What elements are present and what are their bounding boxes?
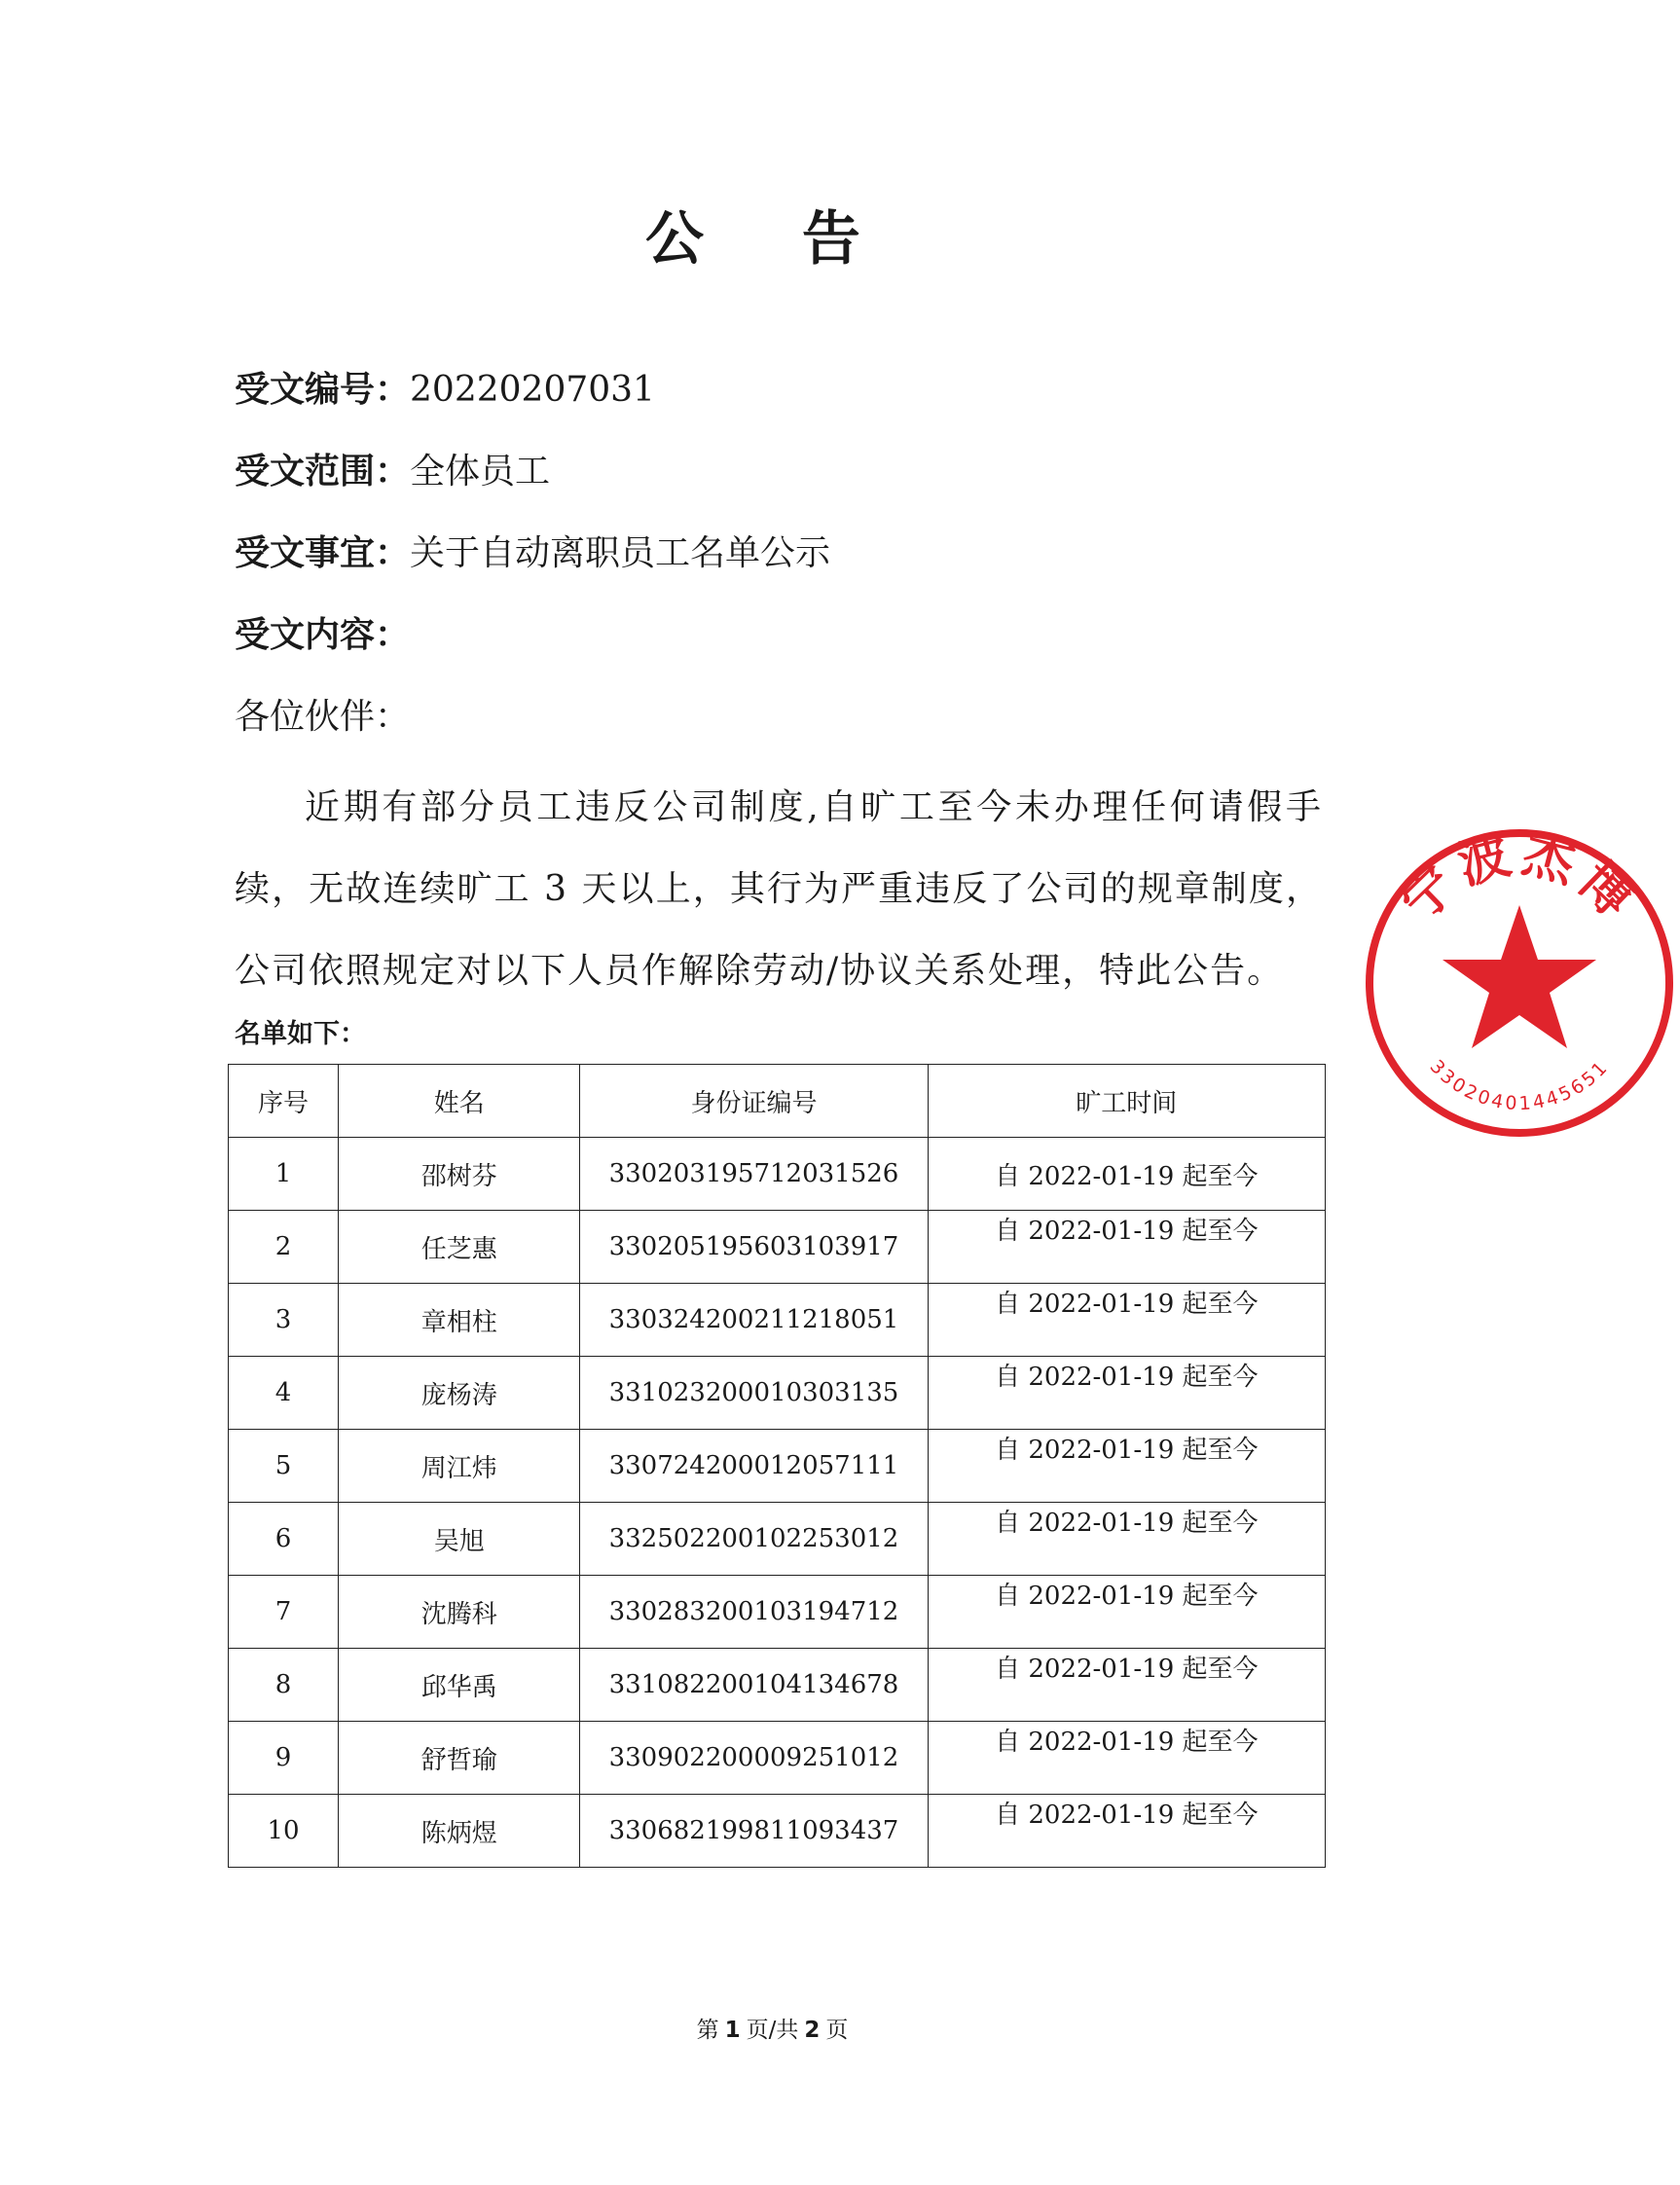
cell-index: 8	[229, 1649, 339, 1722]
company-seal	[1359, 822, 1680, 1144]
cell-name: 章相柱	[339, 1284, 580, 1357]
meta-label: 受文事宜：	[235, 533, 411, 573]
cell-name: 邵树芬	[339, 1138, 580, 1211]
seal-number-text: 33020401445651	[1425, 1055, 1614, 1115]
table-row	[229, 1649, 1326, 1722]
meta-value: 关于自动离职员工名单公示	[410, 533, 831, 573]
greeting: 各位伙伴：	[235, 697, 411, 737]
meta-value: 全体员工	[410, 452, 551, 492]
cell-index: 7	[229, 1576, 339, 1649]
footer-page: 1	[724, 2018, 741, 2043]
cell-index: 10	[229, 1795, 339, 1868]
cell-name: 沈腾科	[339, 1576, 580, 1649]
meta-label: 受文编号：	[235, 370, 411, 410]
table-row	[229, 1138, 1326, 1211]
cell-index: 2	[229, 1211, 339, 1284]
table-row	[229, 1284, 1326, 1357]
table-row	[229, 1430, 1326, 1503]
cell-id-number: 331023200010303135	[580, 1357, 928, 1430]
table-row	[229, 1357, 1326, 1430]
meta-label: 受文内容：	[235, 615, 411, 655]
meta-subject	[235, 530, 830, 577]
cell-name: 庞杨涛	[339, 1357, 580, 1430]
cell-id-number: 332502200102253012	[580, 1503, 928, 1576]
table-row	[229, 1795, 1326, 1868]
cell-name: 吴旭	[339, 1503, 580, 1576]
cell-name: 周江炜	[339, 1430, 580, 1503]
table-row	[229, 1503, 1326, 1576]
cell-absence-time: 自 2022-01-19 起至今	[928, 1357, 1325, 1430]
footer-prefix: 第	[696, 2018, 719, 2043]
list-heading: 名单如下：	[235, 1019, 366, 1049]
table-header-row	[229, 1065, 1326, 1138]
table-row	[229, 1722, 1326, 1795]
cell-absence-time: 自 2022-01-19 起至今	[928, 1722, 1325, 1795]
meta-doc-number	[235, 367, 655, 414]
cell-name: 陈炳煜	[339, 1795, 580, 1868]
cell-index: 9	[229, 1722, 339, 1795]
cell-index: 4	[229, 1357, 339, 1430]
cell-index: 5	[229, 1430, 339, 1503]
cell-index: 1	[229, 1138, 339, 1211]
meta-content	[235, 612, 410, 659]
header-index: 序号	[229, 1065, 339, 1138]
seal-name-text: 宁波杰博	[1390, 824, 1649, 933]
cell-index: 3	[229, 1284, 339, 1357]
cell-index: 6	[229, 1503, 339, 1576]
page-footer	[0, 2012, 1545, 2044]
table-row	[229, 1576, 1326, 1649]
footer-total: 2	[804, 2018, 821, 2043]
cell-id-number: 330324200211218051	[580, 1284, 928, 1357]
roster-table	[228, 1064, 1326, 1868]
seal-star	[1443, 905, 1596, 1048]
header-absence-time: 旷工时间	[928, 1065, 1325, 1138]
cell-absence-time: 自 2022-01-19 起至今	[928, 1503, 1325, 1576]
cell-id-number: 331082200104134678	[580, 1649, 928, 1722]
body-paragraph: 近期有部分员工违反公司制度,自旷工至今未办理任何请假手续，无故连续旷工 3 天以上，其行为严重违反了公司的规章制度，公司依照规定对以下人员作解除劳动/协议关系处理，特此公告。	[235, 787, 1323, 991]
header-id-number: 身份证编号	[580, 1065, 928, 1138]
table-row	[229, 1211, 1326, 1284]
cell-absence-time: 自 2022-01-19 起至今	[928, 1576, 1325, 1649]
cell-id-number: 330724200012057111	[580, 1430, 928, 1503]
cell-absence-time: 自 2022-01-19 起至今	[928, 1649, 1325, 1722]
cell-id-number: 330283200103194712	[580, 1576, 928, 1649]
footer-suffix: 页	[825, 2018, 849, 2043]
cell-absence-time: 自 2022-01-19 起至今	[928, 1211, 1325, 1284]
cell-absence-time: 自 2022-01-19 起至今	[928, 1430, 1325, 1503]
cell-id-number: 330205195603103917	[580, 1211, 928, 1284]
cell-id-number: 330902200009251012	[580, 1722, 928, 1795]
cell-id-number: 330203195712031526	[580, 1138, 928, 1211]
document-title: 公 告	[645, 205, 899, 273]
meta-value: 20220207031	[410, 370, 655, 410]
cell-absence-time: 自 2022-01-19 起至今	[928, 1284, 1325, 1357]
cell-name: 舒哲瑜	[339, 1722, 580, 1795]
meta-scope	[235, 449, 550, 495]
footer-mid: 页/共	[746, 2018, 799, 2043]
cell-absence-time: 自 2022-01-19 起至今	[928, 1795, 1325, 1868]
cell-absence-time: 自 2022-01-19 起至今	[928, 1138, 1325, 1211]
header-name: 姓名	[339, 1065, 580, 1138]
cell-name: 任芝惠	[339, 1211, 580, 1284]
meta-label: 受文范围：	[235, 452, 411, 492]
cell-name: 邱华禹	[339, 1649, 580, 1722]
cell-id-number: 330682199811093437	[580, 1795, 928, 1868]
